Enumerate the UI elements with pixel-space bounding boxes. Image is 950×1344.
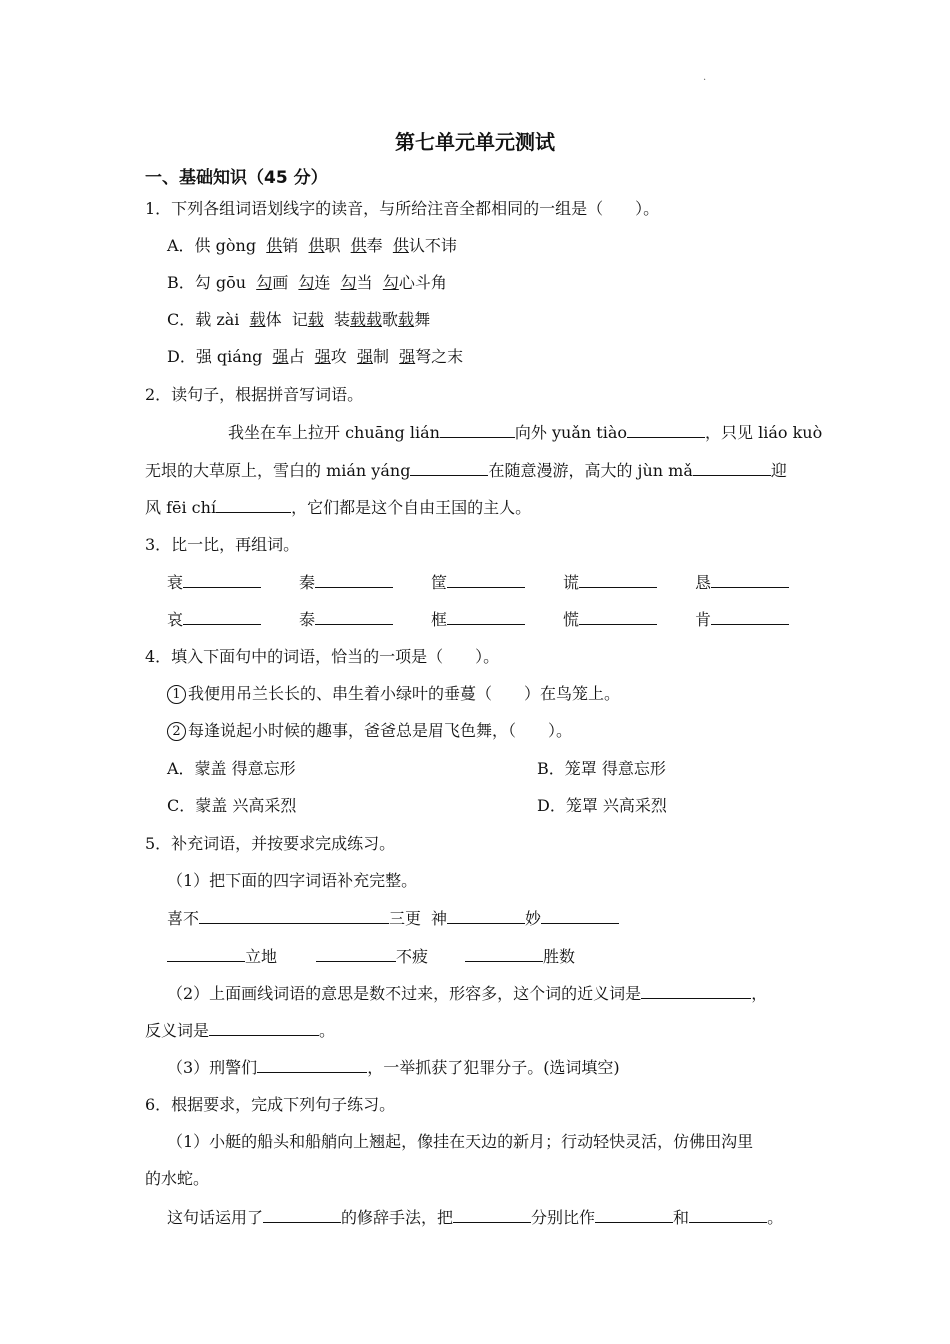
answer-blank[interactable]	[447, 907, 525, 924]
underlined-char: 载	[398, 310, 415, 329]
q3-item	[167, 608, 261, 631]
question-1-stem: 1．下列各组词语划线字的读音，与所给注音全都相同的一组是（ ）。	[145, 199, 660, 218]
question-5-idiom-row-1b	[431, 907, 619, 930]
question-4-option-a: A．蒙盖 得意忘形	[167, 759, 296, 778]
question-4-option-b: B．笼罩 得意忘形	[537, 759, 666, 778]
text-segment: 向外 yuǎn tiào	[514, 423, 628, 442]
character: 哀	[167, 610, 184, 629]
character: 肯	[695, 610, 712, 629]
question-5-idiom-row-2c	[465, 945, 575, 968]
text-segment: 喜不	[167, 909, 200, 928]
word-rest: 奉	[366, 236, 383, 255]
answer-blank[interactable]	[410, 459, 488, 476]
question-6-part-1-answer	[167, 1206, 783, 1229]
circled-number: 2	[167, 722, 186, 741]
text-segment: 分别比作	[531, 1208, 596, 1227]
answer-blank[interactable]	[595, 1206, 673, 1223]
question-5-part-2	[167, 982, 767, 1005]
text-segment: 迎	[770, 461, 787, 480]
question-2-line-3	[145, 496, 531, 519]
question-5-part-1: （1）把下面的四字词语补充完整。	[167, 871, 418, 890]
question-4-sentence-2	[167, 720, 572, 742]
answer-blank[interactable]	[693, 459, 771, 476]
answer-blank[interactable]	[579, 571, 657, 588]
underlined-char: 强	[399, 347, 416, 366]
sentence-text: 每逢说起小时候的趣事，爸爸总是眉飞色舞，（ ）。	[188, 721, 573, 740]
question-6-stem: 6．根据要求，完成下列句子练习。	[145, 1095, 396, 1114]
text-segment: 妙	[525, 909, 542, 928]
word-rest: 歌	[382, 310, 399, 329]
answer-blank[interactable]	[440, 421, 515, 438]
question-5-part-3	[167, 1056, 620, 1079]
option-label: A．供 gòng	[167, 236, 257, 255]
word-rest: 制	[372, 347, 389, 366]
underlined-char: 供	[350, 236, 367, 255]
answer-blank[interactable]	[627, 421, 705, 438]
question-5-idiom-row-2a	[167, 945, 277, 968]
underlined-char: 供	[266, 236, 283, 255]
word-rest: 心斗角	[398, 273, 447, 292]
character: 秦	[299, 573, 316, 592]
answer-blank[interactable]	[257, 1056, 367, 1073]
answer-blank[interactable]	[183, 608, 261, 625]
question-2-stem: 2．读句子，根据拼音写词语。	[145, 385, 364, 404]
question-4-sentence-1	[167, 683, 620, 705]
word-rest: 攻	[330, 347, 347, 366]
q3-item	[299, 571, 393, 594]
question-1-option-d	[167, 346, 463, 368]
answer-blank[interactable]	[183, 571, 261, 588]
character: 衰	[167, 573, 184, 592]
text-segment: 胜数	[543, 947, 576, 966]
underlined-char: 强	[314, 347, 331, 366]
answer-blank[interactable]	[579, 608, 657, 625]
text-segment: 。	[319, 1021, 336, 1040]
q3-item	[431, 608, 525, 631]
underlined-char: 载	[249, 310, 266, 329]
underlined-char: 载	[366, 310, 383, 329]
answer-blank[interactable]	[199, 907, 389, 924]
question-1-option-b	[167, 272, 447, 294]
underlined-char: 载	[307, 310, 324, 329]
q3-item	[563, 608, 657, 631]
question-2-line-2	[145, 459, 787, 482]
answer-blank[interactable]	[711, 608, 789, 625]
question-6-part-1: （1）小艇的船头和船艄向上翘起，像挂在天边的新月；行动轻快灵活，仿佛田沟里	[167, 1132, 754, 1151]
text-segment: 的修辞手法，把	[341, 1208, 454, 1227]
answer-blank[interactable]	[315, 571, 393, 588]
q3-item	[695, 608, 789, 631]
header-dot: .	[703, 72, 707, 83]
option-label: D．强 qiáng	[167, 347, 263, 366]
option-label: C．载 zài	[167, 310, 240, 329]
question-5-stem: 5．补充词语，并按要求完成练习。	[145, 834, 396, 853]
character: 恳	[695, 573, 712, 592]
text-segment: ，	[751, 984, 768, 1003]
answer-blank[interactable]	[447, 608, 525, 625]
question-1-option-a	[167, 235, 457, 257]
answer-blank[interactable]	[641, 982, 751, 999]
section-heading: 一、基础知识（45 分）	[145, 168, 328, 188]
q3-item	[563, 571, 657, 594]
answer-blank[interactable]	[216, 496, 291, 513]
underlined-char: 供	[392, 236, 409, 255]
word-rest: 连	[314, 273, 331, 292]
underlined-char: 载	[350, 310, 367, 329]
answer-blank[interactable]	[209, 1019, 319, 1036]
question-5-part-2-cont	[145, 1019, 335, 1042]
text-segment: 无垠的大草原上，雪白的 mián yáng	[145, 461, 411, 480]
word-rest: 职	[324, 236, 341, 255]
text-segment: 神	[431, 909, 448, 928]
text-segment: 立地	[245, 947, 278, 966]
text-segment: 在随意漫游，高大的 jùn mǎ	[488, 461, 693, 480]
word-rest: 记	[291, 310, 308, 329]
text-segment: ，一举抓获了犯罪分子。(选词填空)	[367, 1058, 620, 1077]
word-rest: 舞	[414, 310, 431, 329]
q3-item	[167, 571, 261, 594]
underlined-char: 强	[356, 347, 373, 366]
page-title: 第七单元单元测试	[395, 130, 555, 154]
answer-blank[interactable]	[447, 571, 525, 588]
word-rest: 弩之末	[415, 347, 464, 366]
question-2-line-1	[228, 421, 822, 444]
question-6-part-1-cont: 的水蛇。	[145, 1169, 210, 1188]
question-1-option-c	[167, 309, 430, 331]
text-segment: （3）刑警们	[167, 1058, 258, 1077]
question-5-idiom-row-1	[167, 907, 421, 930]
word-rest: 画	[272, 273, 289, 292]
question-3-stem: 3．比一比，再组词。	[145, 535, 300, 554]
text-segment: 三更	[389, 909, 422, 928]
answer-blank[interactable]	[465, 945, 543, 962]
character: 筐	[431, 573, 448, 592]
word-rest: 认不讳	[408, 236, 457, 255]
text-segment: ，它们都是这个自由王国的主人。	[291, 498, 532, 517]
text-segment: 。	[767, 1208, 784, 1227]
text-segment: ，只见 liáo kuò	[705, 423, 823, 442]
question-4-stem: 4．填入下面句中的词语，恰当的一项是（ ）。	[145, 647, 500, 666]
character: 框	[431, 610, 448, 629]
character: 泰	[299, 610, 316, 629]
text-segment: 我坐在车上拉开 chuāng lián	[228, 423, 440, 442]
answer-blank[interactable]	[263, 1206, 341, 1223]
question-4-option-c: C．蒙盖 兴高采烈	[167, 796, 297, 815]
underlined-char: 供	[308, 236, 325, 255]
word-rest: 销	[282, 236, 299, 255]
text-segment: 风 fēi chí	[145, 498, 217, 517]
underlined-char: 勾	[256, 273, 273, 292]
underlined-char: 强	[272, 347, 289, 366]
character: 谎	[563, 573, 580, 592]
answer-blank[interactable]	[541, 907, 619, 924]
underlined-char: 勾	[340, 273, 357, 292]
word-rest: 体	[265, 310, 282, 329]
sentence-text: 我便用吊兰长长的、串生着小绿叶的垂蔓（ ）在鸟笼上。	[188, 684, 621, 703]
question-4-option-d: D．笼罩 兴高采烈	[537, 796, 667, 815]
underlined-char: 勾	[382, 273, 399, 292]
text-segment: 和	[673, 1208, 690, 1227]
text-segment: （2）上面画线词语的意思是数不过来，形容多，这个词的近义词是	[167, 984, 642, 1003]
word-rest: 装	[334, 310, 351, 329]
word-rest: 当	[356, 273, 373, 292]
character: 慌	[563, 610, 580, 629]
answer-blank[interactable]	[315, 608, 393, 625]
text-segment: 这句话运用了	[167, 1208, 264, 1227]
underlined-char: 勾	[298, 273, 315, 292]
word-rest: 占	[288, 347, 305, 366]
text-segment: 不疲	[396, 947, 429, 966]
answer-blank[interactable]	[711, 571, 789, 588]
circled-number: 1	[167, 685, 186, 704]
q3-item	[299, 608, 393, 631]
q3-item	[431, 571, 525, 594]
question-5-idiom-row-2b	[316, 945, 428, 968]
option-label: B．勾 gōu	[167, 273, 247, 292]
answer-blank[interactable]	[453, 1206, 531, 1223]
answer-blank[interactable]	[689, 1206, 767, 1223]
answer-blank[interactable]	[316, 945, 396, 962]
q3-item	[695, 571, 789, 594]
text-segment: 反义词是	[145, 1021, 210, 1040]
answer-blank[interactable]	[167, 945, 245, 962]
